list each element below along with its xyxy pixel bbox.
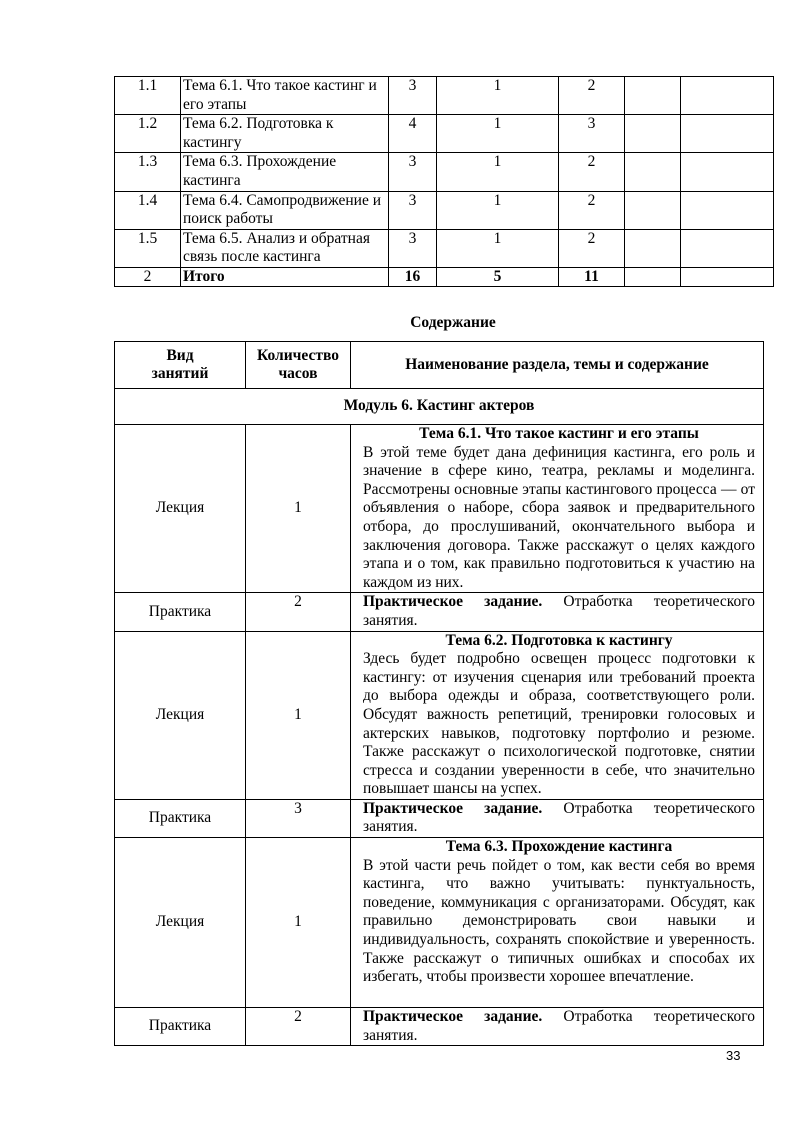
topic-title: Тема 6.3. Прохождение кастинга (445, 838, 673, 856)
header-kind: Вид занятий (115, 342, 246, 389)
plan-topic: Тема 6.2. Подготовка к кастингу (181, 115, 389, 153)
practice-task-label: Практическое задание. (363, 799, 543, 817)
plan-empty-cell (681, 77, 774, 115)
plan-empty-cell (625, 267, 681, 286)
practice-row (115, 1008, 764, 1046)
plan-row (115, 77, 774, 115)
plan-practice: 2 (559, 229, 625, 267)
plan-total-practice: 11 (559, 267, 625, 286)
plan-theory: 1 (437, 153, 559, 191)
practice-label: Практика (115, 593, 246, 631)
practice-row (115, 799, 764, 837)
topic-title: Тема 6.1. Что такое кастинг и его этапы (419, 425, 699, 442)
plan-empty-cell (625, 229, 681, 267)
topic-text: В этой теме будет дана дефиниция кастинга, его роль и значение в сфере кино, театра, рекламы и моделинга. Рассмотрены основные этапы кастингового процесса — от объявления о наборе, сбора заявок и предварительного отбора, до прослушиваний, окончательного выбора и заключения договора. Также расскажут о целях каждого этапа и о том, как правильно подготовиться к участию на каждом из них. (363, 443, 755, 591)
topic-text: Здесь будет подробно освещен процесс подготовки к кастингу: от изучения сценария или требований проекта до выбора одежды и образа, соответствующего роли. Обсудят важность репетиций, тренировки голосовых и актерских навыков, подготовку портфолио и резюме. Также расскажут о психологической подготовке, снятии стресса и создании уверенности в себе, что значительно повышает шансы на успех. (363, 650, 755, 798)
practice-hours: 2 (246, 593, 351, 631)
plan-empty-cell (681, 191, 774, 229)
plan-empty-cell (625, 191, 681, 229)
lecture-label: Лекция (115, 838, 246, 1008)
plan-total: 3 (389, 153, 437, 191)
plan-theory: 1 (437, 191, 559, 229)
plan-row (115, 191, 774, 229)
plan-num: 1.1 (115, 77, 181, 115)
practice-task-label: Практическое задание. (363, 593, 543, 611)
lecture-label: Лекция (115, 631, 246, 799)
plan-practice: 2 (559, 77, 625, 115)
lecture-hours: 1 (246, 425, 351, 593)
plan-total-num: 2 (115, 267, 181, 286)
plan-practice: 2 (559, 191, 625, 229)
plan-table (114, 76, 774, 287)
practice-task-text: Отработка теоретического занятия. (363, 1008, 755, 1044)
plan-total: 4 (389, 115, 437, 153)
plan-empty-cell (681, 153, 774, 191)
plan-empty-cell (625, 153, 681, 191)
plan-theory: 1 (437, 115, 559, 153)
plan-practice: 2 (559, 153, 625, 191)
header-hours: Количество часов (246, 342, 351, 389)
practice-label: Практика (115, 1008, 246, 1046)
practice-hours: 2 (246, 1008, 351, 1046)
plan-row (115, 153, 774, 191)
plan-num: 1.3 (115, 153, 181, 191)
plan-total-hours: 16 (389, 267, 437, 286)
practice-task-text: Отработка теоретического занятия. (363, 593, 755, 629)
lecture-description (351, 631, 764, 799)
plan-empty-cell (681, 115, 774, 153)
plan-num: 1.4 (115, 191, 181, 229)
plan-empty-cell (681, 229, 774, 267)
lecture-hours: 1 (246, 631, 351, 799)
plan-total: 3 (389, 191, 437, 229)
plan-topic: Тема 6.1. Что такое кастинг и его этапы (181, 77, 389, 115)
lecture-row (115, 631, 764, 799)
module-title: Модуль 6. Кастинг актеров (115, 389, 764, 425)
plan-topic: Тема 6.5. Анализ и обратная связь после кастинга (181, 229, 389, 267)
topic-title: Тема 6.2. Подготовка к кастингу (445, 631, 673, 649)
plan-row (115, 229, 774, 267)
practice-task-label: Практическое задание. (363, 1008, 543, 1026)
plan-num: 1.5 (115, 229, 181, 267)
plan-empty-cell (625, 115, 681, 153)
plan-topic: Тема 6.4. Самопродвижение и поиск работы (181, 191, 389, 229)
module-row (115, 389, 764, 425)
plan-theory: 1 (437, 229, 559, 267)
lecture-description (351, 838, 764, 1008)
plan-practice: 3 (559, 115, 625, 153)
lecture-hours: 1 (246, 838, 351, 1008)
plan-empty-cell (681, 267, 774, 286)
practice-description (351, 593, 764, 631)
practice-hours: 3 (246, 799, 351, 837)
plan-topic: Тема 6.3. Прохождение кастинга (181, 153, 389, 191)
lecture-row (115, 838, 764, 1008)
practice-description (351, 1008, 764, 1046)
lecture-description (351, 425, 764, 593)
plan-total-label: Итого (181, 267, 389, 286)
page-number: 33 (726, 1048, 741, 1063)
content-table (114, 341, 764, 1046)
practice-label: Практика (115, 799, 246, 837)
lecture-label: Лекция (115, 425, 246, 593)
practice-row (115, 593, 764, 631)
content-heading: Содержание (410, 314, 496, 331)
lecture-row (115, 425, 764, 593)
header-name: Наименование раздела, темы и содержание (351, 342, 764, 389)
plan-total-theory: 5 (437, 267, 559, 286)
plan-num: 1.2 (115, 115, 181, 153)
plan-theory: 1 (437, 77, 559, 115)
plan-empty-cell (625, 77, 681, 115)
practice-description (351, 799, 764, 837)
topic-text: В этой части речь пойдет о том, как вести себя во время кастинга, что важно учитывать: пунктуальность, поведение, коммуникация с организаторами. Обсудят, как правильно демонстрировать свои навыки и индивидуальность, сохранять спокойствие и уверенность. Также расскажут о типичных ошибках и способах их избегать, чтобы произвести хорошее впечатление. (363, 856, 755, 986)
practice-task-text: Отработка теоретического занятия. (363, 799, 755, 836)
plan-total-row (115, 267, 774, 286)
content-header-row (115, 342, 764, 389)
plan-total: 3 (389, 229, 437, 267)
plan-row (115, 115, 774, 153)
plan-total: 3 (389, 77, 437, 115)
